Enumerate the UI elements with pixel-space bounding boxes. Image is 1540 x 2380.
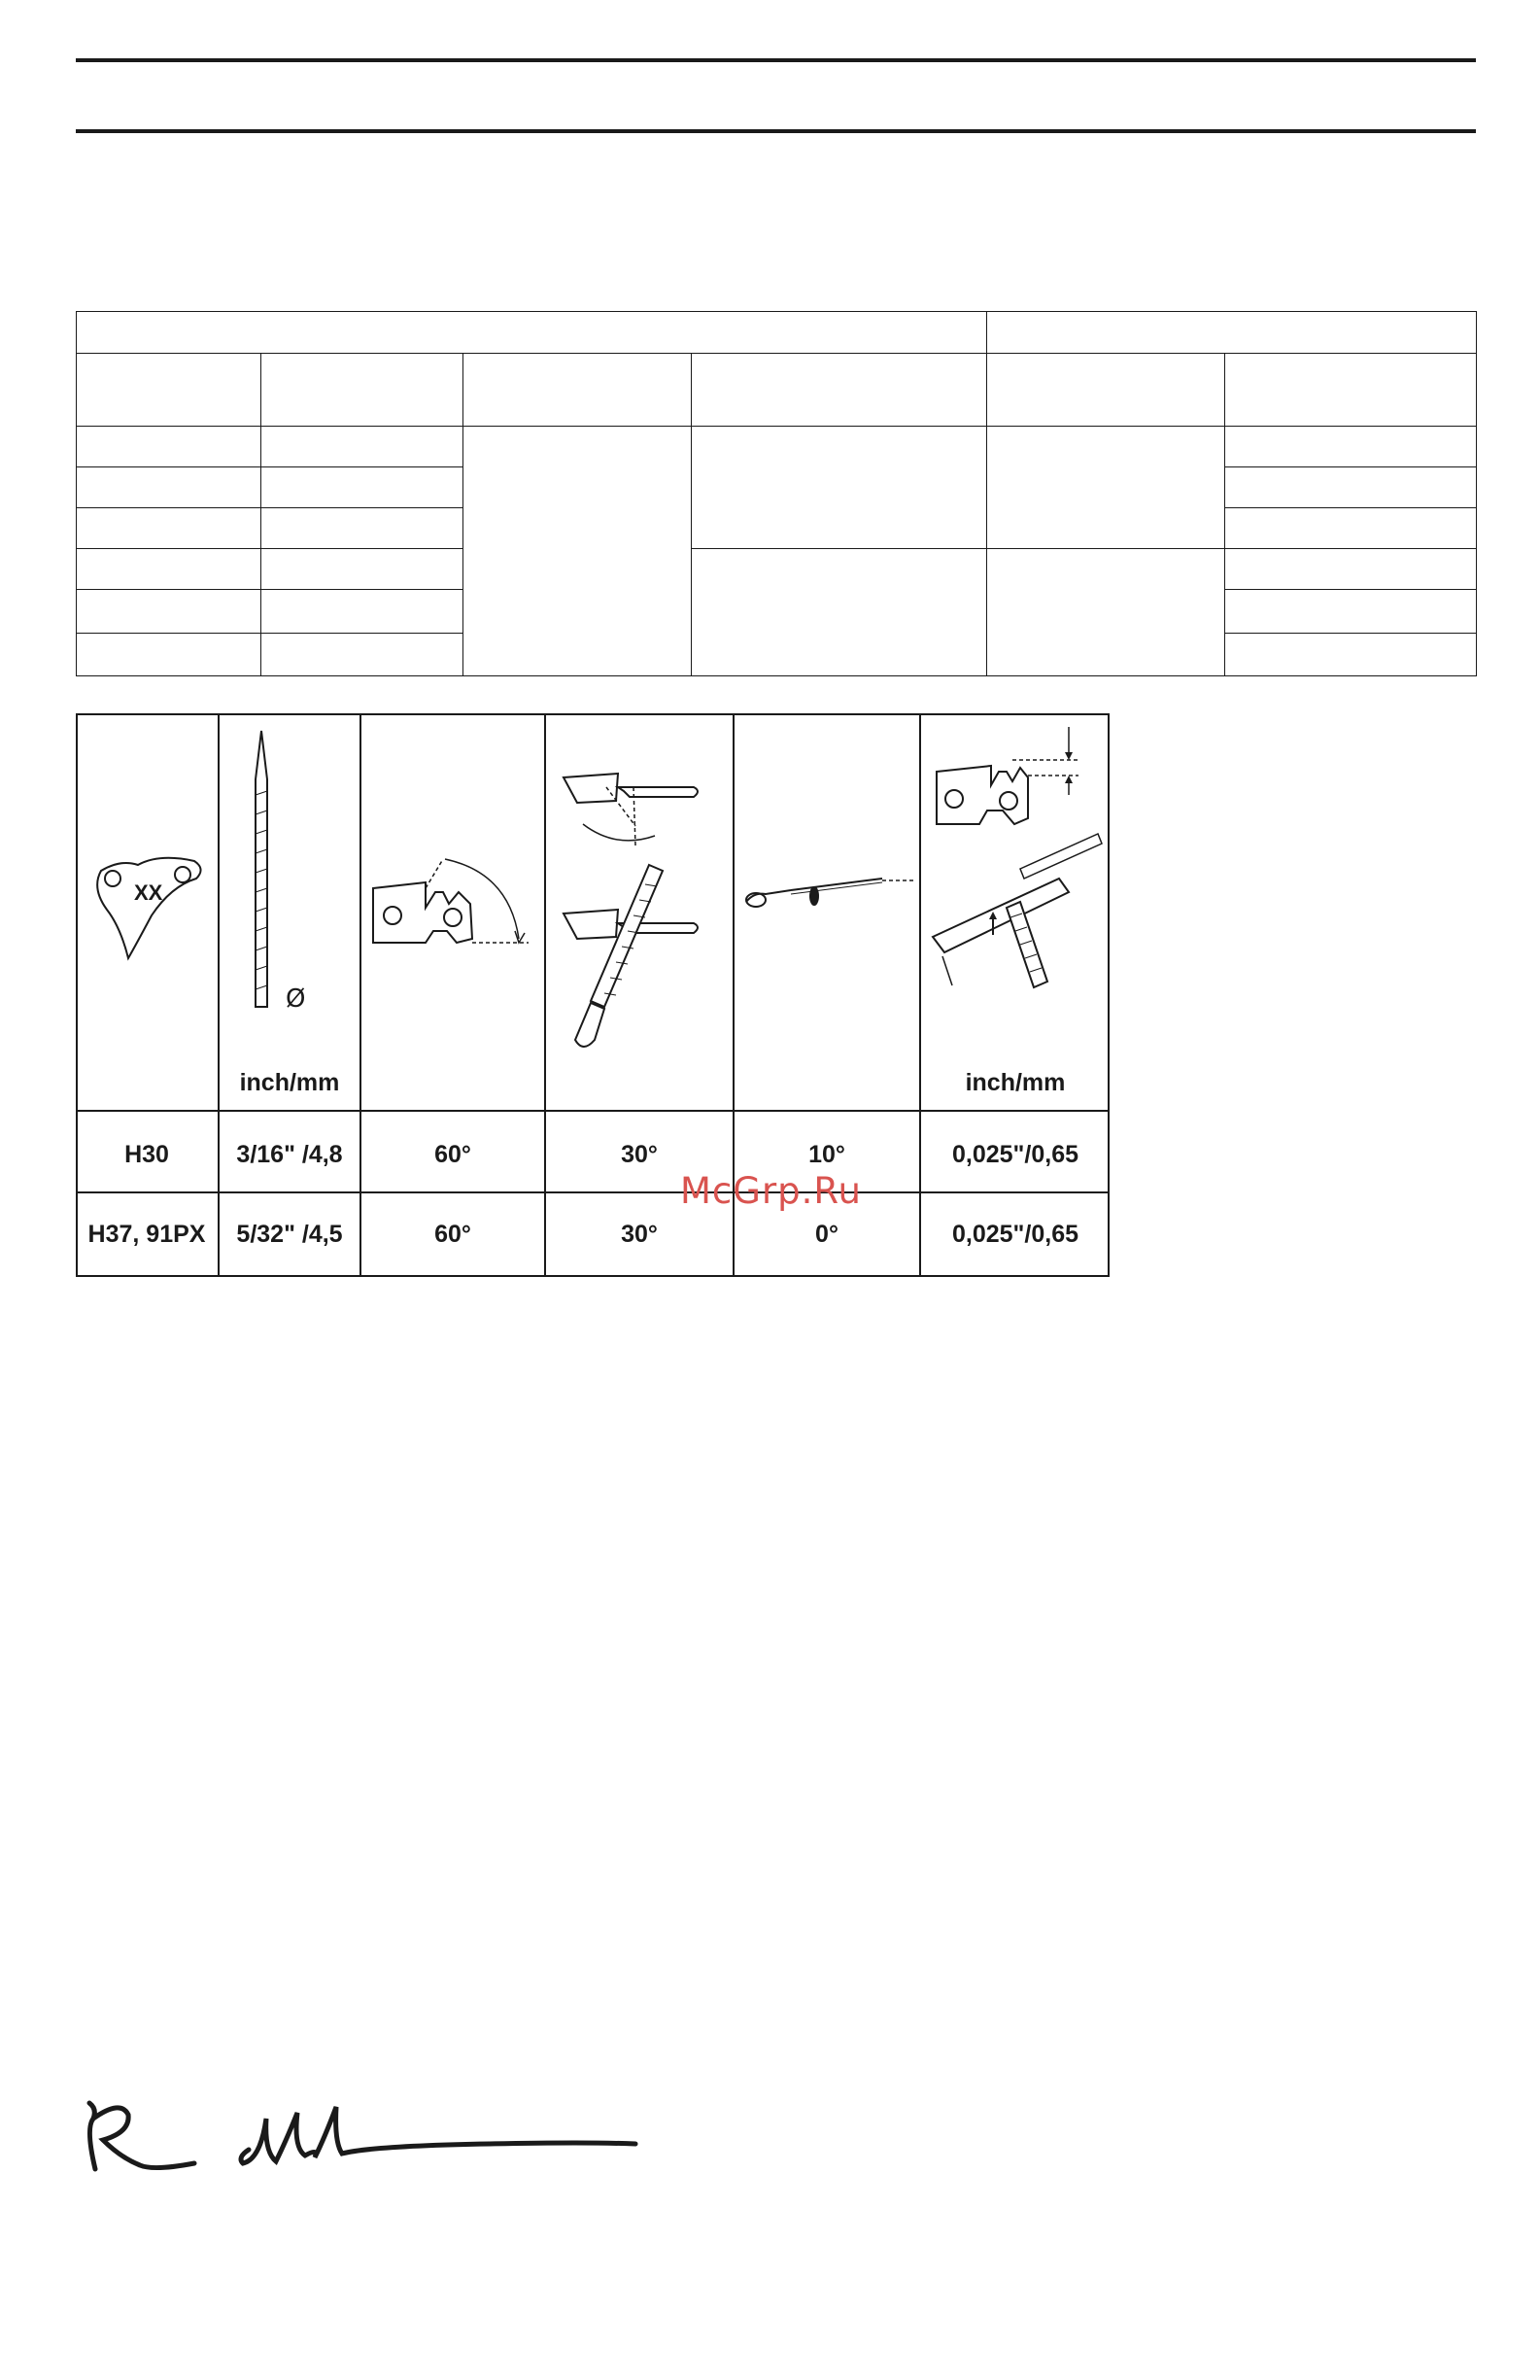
spec-merged-cell bbox=[691, 548, 987, 676]
row-divider bbox=[76, 1110, 1110, 1112]
spec-cell bbox=[76, 633, 261, 676]
spec-cell bbox=[76, 589, 261, 634]
spec-cell bbox=[76, 466, 261, 508]
depth-gauge-icon bbox=[923, 723, 1106, 1015]
row2-depth-gauge: 0,025"/0,65 bbox=[951, 1221, 1079, 1248]
spec-cell bbox=[260, 589, 463, 634]
spec-col-header bbox=[691, 353, 987, 427]
spec-cell bbox=[260, 507, 463, 549]
diameter-symbol: Ø bbox=[286, 984, 306, 1014]
row1-file-holder-angle: 10° bbox=[808, 1141, 845, 1168]
second-rule bbox=[76, 129, 1476, 133]
spec-cell bbox=[260, 548, 463, 590]
spec-cell bbox=[1224, 633, 1477, 676]
top-rule bbox=[76, 58, 1476, 62]
row2-file-diameter: 5/32" /4,5 bbox=[236, 1221, 343, 1248]
spec-cell bbox=[1224, 589, 1477, 634]
spec-cell bbox=[1224, 507, 1477, 549]
file-diameter-unit: inch/mm bbox=[239, 1069, 340, 1096]
file-holder-icon bbox=[736, 849, 915, 947]
spec-col-header bbox=[260, 353, 463, 427]
spec-cell bbox=[76, 507, 261, 549]
row1-chain: H30 bbox=[124, 1141, 169, 1168]
chain-marking-text: XX bbox=[134, 880, 163, 905]
spec-header-left bbox=[76, 311, 987, 354]
round-file-icon bbox=[222, 727, 356, 1018]
spec-cell bbox=[76, 548, 261, 590]
sharpening-table bbox=[76, 713, 1110, 1277]
row1-file-diameter: 3/16" /4,8 bbox=[236, 1141, 343, 1168]
specification-table bbox=[76, 311, 1477, 676]
spec-cell bbox=[76, 426, 261, 467]
spec-merged-cell bbox=[691, 426, 987, 549]
spec-col-header bbox=[1224, 353, 1477, 427]
row2-filing-angle: 60° bbox=[434, 1221, 471, 1248]
spec-merged-cell bbox=[986, 426, 1225, 549]
row2-chain: H37, 91PX bbox=[87, 1221, 206, 1248]
spec-merged-cell bbox=[986, 548, 1225, 676]
depth-gauge-unit: inch/mm bbox=[965, 1069, 1066, 1096]
watermark: McGrp.Ru bbox=[680, 1170, 862, 1212]
row1-filing-angle: 60° bbox=[434, 1141, 471, 1168]
spec-cell bbox=[1224, 548, 1477, 590]
row1-depth-gauge: 0,025"/0,65 bbox=[951, 1141, 1079, 1168]
spec-header-right bbox=[986, 311, 1477, 354]
spec-cell bbox=[260, 633, 463, 676]
spec-cell bbox=[260, 466, 463, 508]
spec-merged-cell bbox=[462, 426, 692, 676]
spec-cell bbox=[1224, 426, 1477, 467]
row-divider bbox=[76, 1191, 1110, 1193]
row2-side-plate-angle: 30° bbox=[621, 1221, 658, 1248]
spec-col-header bbox=[76, 353, 261, 427]
side-plate-angle-icon bbox=[548, 719, 729, 1059]
top-plate-angle-icon bbox=[363, 849, 540, 976]
spec-col-header bbox=[986, 353, 1225, 427]
signature-graphic bbox=[82, 2089, 645, 2191]
row2-file-holder-angle: 0° bbox=[815, 1221, 838, 1248]
spec-cell bbox=[1224, 466, 1477, 508]
spec-cell bbox=[260, 426, 463, 467]
chain-link-marking-icon bbox=[82, 849, 212, 976]
row1-side-plate-angle: 30° bbox=[621, 1141, 658, 1168]
spec-col-header bbox=[462, 353, 692, 427]
